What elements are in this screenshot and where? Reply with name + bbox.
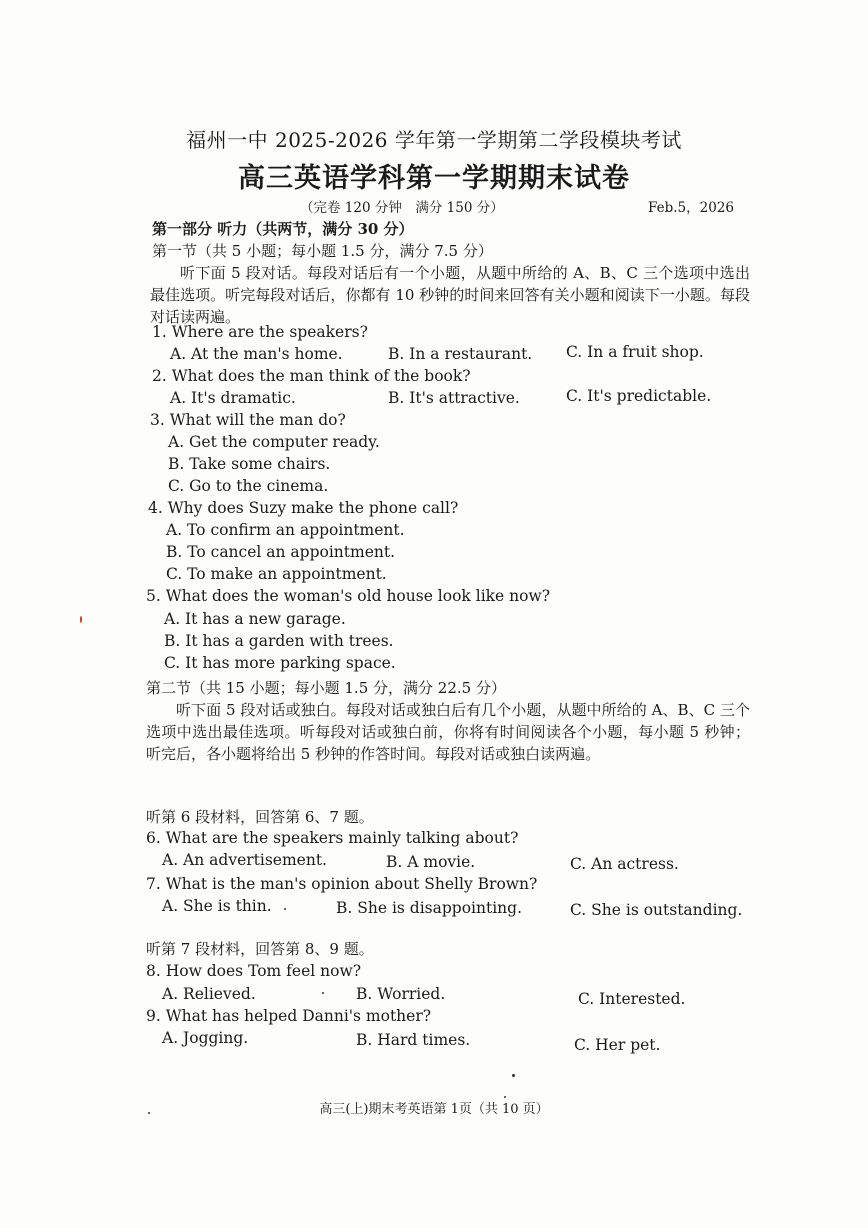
question-7-option-b: B. She is disappointing. (336, 899, 522, 917)
question-5-option-b: B. It has a garden with trees. (164, 632, 394, 650)
question-4: 4. Why does Suzy make the phone call? (148, 499, 459, 517)
scan-speck (148, 1112, 150, 1114)
question-3: 3. What will the man do? (150, 411, 346, 429)
question-3-option-b: B. Take some chairs. (168, 455, 331, 473)
section1-instructions: 听下面 5 段对话。每段对话后有一个小题，从题中所给的 A、B、C 三个选项中选出最佳选项。听完每段对话后，你都有 10 秒钟的时间来回答有关小题和阅读下一小题。每段对话读两遍。 (150, 264, 750, 326)
scan-speck (284, 908, 286, 910)
material-7-instruction: 听第 7 段材料，回答第 8、9 题。 (146, 940, 374, 958)
exam-info: （完卷 120 分钟 满分 150 分） (300, 200, 504, 216)
scan-speck (322, 992, 324, 994)
section2-instructions: 听下面 5 段对话或独白。每段对话或独白后有几个小题，从题中所给的 A、B、C 三个选项中选出最佳选项。听每段对话或独白前，你将有时间阅读各个小题，每小题 5 秒钟；听完后，各小题将给出 5 秒钟的作答时间。每段对话或独白读两遍。 (146, 701, 750, 763)
question-2-option-b: B. It's attractive. (388, 389, 520, 407)
section1-heading: 第一节（共 5 小题；每小题 1.5 分，满分 7.5 分） (152, 242, 493, 260)
question-8-option-c: C. Interested. (578, 990, 686, 1008)
question-7: 7. What is the man's opinion about Shelly Brown? (146, 875, 538, 893)
question-8-option-a: A. Relieved. (162, 985, 256, 1003)
question-2-option-c: C. It's predictable. (566, 387, 712, 405)
paper-title: 高三英语学科第一学期期末试卷 (238, 163, 630, 194)
scan-speck (80, 616, 82, 623)
question-1-option-c: C. In a fruit shop. (566, 343, 704, 361)
question-4-option-c: C. To make an appointment. (166, 565, 387, 583)
question-7-option-c: C. She is outstanding. (570, 901, 743, 919)
question-9-option-c: C. Her pet. (574, 1036, 661, 1054)
question-1: 1. Where are the speakers? (152, 323, 368, 341)
question-3-option-a: A. Get the computer ready. (168, 433, 380, 451)
question-5-option-a: A. It has a new garage. (164, 610, 346, 628)
question-7-option-a: A. She is thin. (162, 897, 272, 915)
question-8: 8. How does Tom feel now? (146, 962, 362, 980)
question-9-option-a: A. Jogging. (162, 1029, 249, 1047)
question-6-option-c: C. An actress. (570, 855, 679, 873)
exam-date: Feb.5，2026 (648, 200, 734, 216)
question-9-option-b: B. Hard times. (356, 1031, 471, 1049)
question-1-option-a: A. At the man's home. (170, 345, 343, 363)
question-4-option-a: A. To confirm an appointment. (166, 521, 405, 539)
material-6-instruction: 听第 6 段材料，回答第 6、7 题。 (146, 808, 374, 826)
scan-speck (512, 1074, 515, 1077)
question-6: 6. What are the speakers mainly talking about? (146, 829, 519, 847)
school-exam-line: 福州一中 2025-2026 学年第一学期第二学段模块考试 (186, 128, 682, 152)
question-4-option-b: B. To cancel an appointment. (166, 543, 396, 561)
question-5: 5. What does the woman's old house look like now? (146, 587, 551, 605)
question-6-option-a: A. An advertisement. (162, 851, 327, 869)
scan-speck (504, 1096, 506, 1098)
page-footer: 高三(上)期末考英语第 1页（共 10 页） (319, 1102, 549, 1117)
question-5-option-c: C. It has more parking space. (164, 654, 396, 672)
question-9: 9. What has helped Danni's mother? (146, 1007, 432, 1025)
question-1-option-b: B. In a restaurant. (388, 345, 533, 363)
section2-heading: 第二节（共 15 小题；每小题 1.5 分，满分 22.5 分） (146, 679, 506, 697)
part1-heading: 第一部分 听力（共两节，满分 30 分） (152, 220, 414, 238)
question-8-option-b: B. Worried. (356, 985, 446, 1003)
question-6-option-b: B. A movie. (386, 853, 476, 871)
question-2: 2. What does the man think of the book? (152, 367, 471, 385)
question-3-option-c: C. Go to the cinema. (168, 477, 329, 495)
question-2-option-a: A. It's dramatic. (170, 389, 296, 407)
